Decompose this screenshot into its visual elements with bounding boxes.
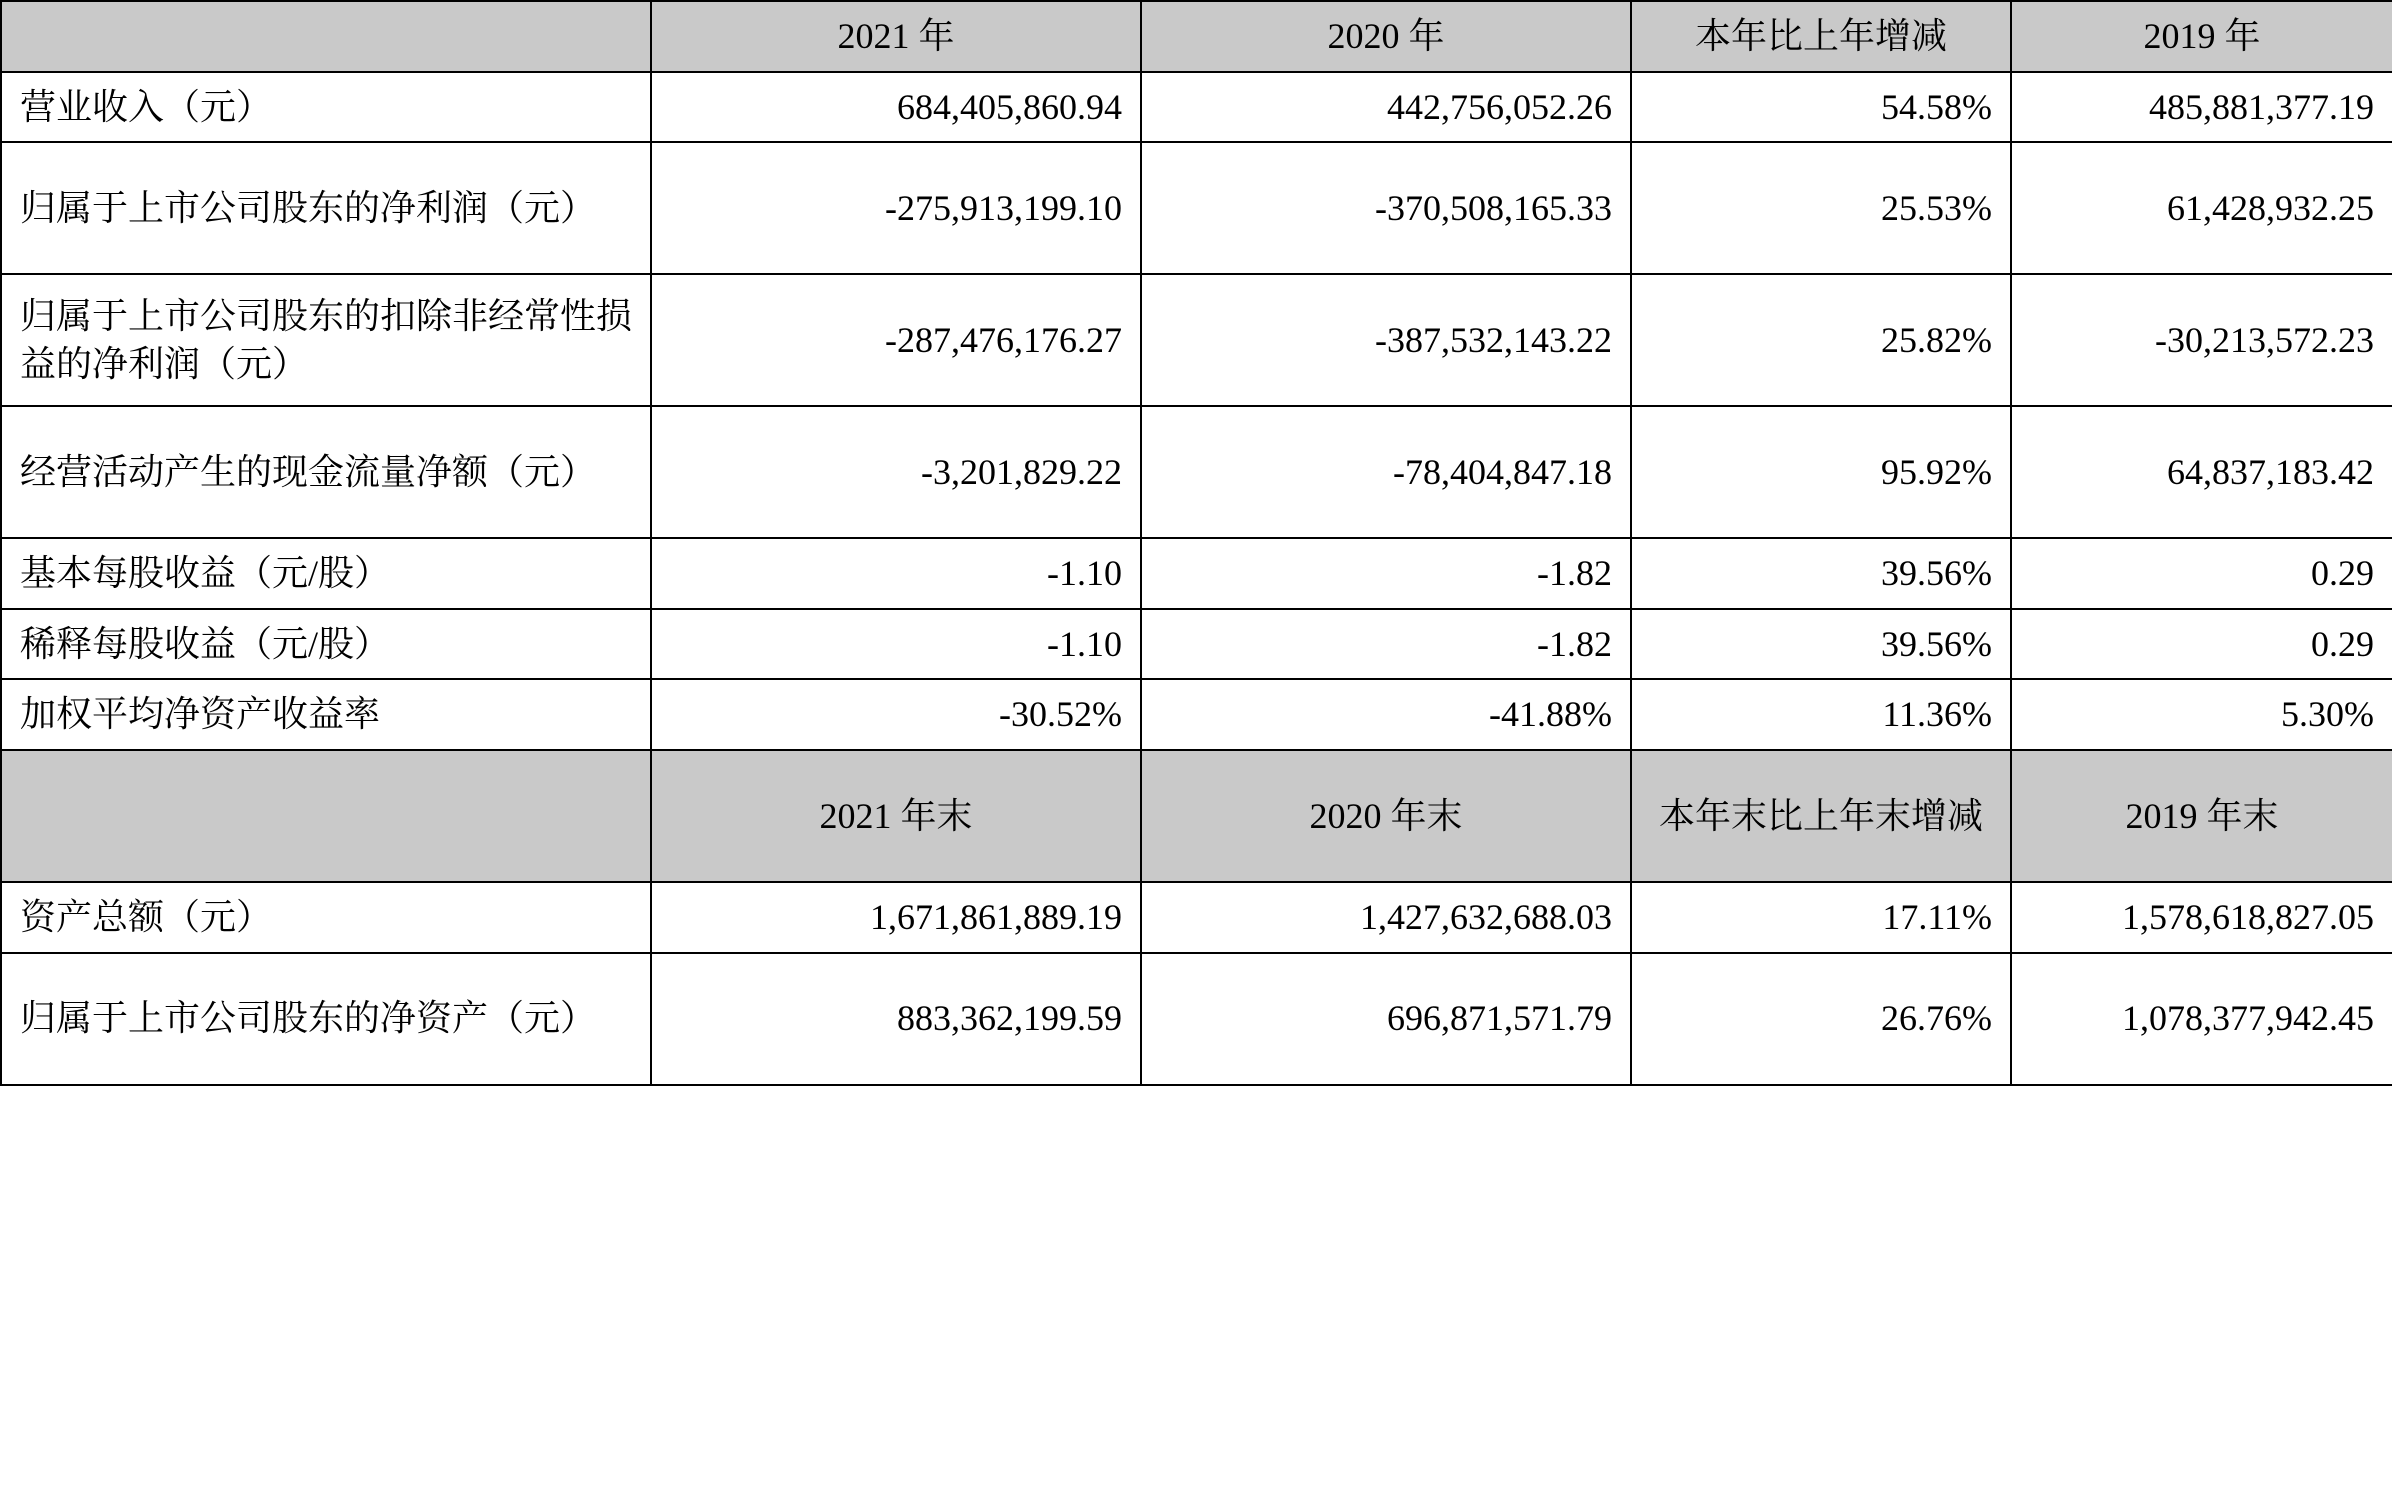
- row-value-2020: -78,404,847.18: [1141, 406, 1631, 538]
- row-value-2020-end: 696,871,571.79: [1141, 953, 1631, 1085]
- row-value-2021: -275,913,199.10: [651, 142, 1141, 274]
- row-value-2019-end: 1,578,618,827.05: [2011, 882, 2392, 953]
- header-col-change: 本年比上年增减: [1631, 1, 2011, 72]
- row-value-change: 25.53%: [1631, 142, 2011, 274]
- row-value-2021-end: 1,671,861,889.19: [651, 882, 1141, 953]
- table-row: [1, 953, 2392, 1085]
- row-value-2020: -370,508,165.33: [1141, 142, 1631, 274]
- table-row: [1, 538, 2392, 609]
- table-header-row: [1, 1, 2392, 72]
- row-value-change: 25.82%: [1631, 274, 2011, 406]
- row-value-2020: -1.82: [1141, 538, 1631, 609]
- row-value-2019: 64,837,183.42: [2011, 406, 2392, 538]
- table-row: [1, 882, 2392, 953]
- row-value-2019: 485,881,377.19: [2011, 72, 2392, 143]
- row-value-change: 39.56%: [1631, 538, 2011, 609]
- row-label: 归属于上市公司股东的扣除非经常性损益的净利润（元）: [1, 274, 651, 406]
- row-value-2020: -1.82: [1141, 609, 1631, 680]
- row-label: 稀释每股收益（元/股）: [1, 609, 651, 680]
- row-value-2019-end: 1,078,377,942.45: [2011, 953, 2392, 1085]
- row-label: 资产总额（元）: [1, 882, 651, 953]
- row-value-2021: -1.10: [651, 609, 1141, 680]
- table-row: [1, 142, 2392, 274]
- header-col-2020: 2020 年: [1141, 1, 1631, 72]
- subheader-col-2021-end: 2021 年末: [651, 750, 1141, 882]
- table-row: [1, 679, 2392, 750]
- subheader-col-2020-end: 2020 年末: [1141, 750, 1631, 882]
- row-value-change: 11.36%: [1631, 679, 2011, 750]
- table-row: [1, 406, 2392, 538]
- row-label: 基本每股收益（元/股）: [1, 538, 651, 609]
- row-value-2020: -387,532,143.22: [1141, 274, 1631, 406]
- row-value-2019: 5.30%: [2011, 679, 2392, 750]
- row-value-change: 54.58%: [1631, 72, 2011, 143]
- row-value-change: 26.76%: [1631, 953, 2011, 1085]
- table-subheader-row: [1, 750, 2392, 882]
- table-row: [1, 274, 2392, 406]
- subheader-corner-cell: [1, 750, 651, 882]
- row-value-2021: 684,405,860.94: [651, 72, 1141, 143]
- row-value-2020: -41.88%: [1141, 679, 1631, 750]
- row-value-2019: 61,428,932.25: [2011, 142, 2392, 274]
- row-value-2020: 442,756,052.26: [1141, 72, 1631, 143]
- row-value-2021: -287,476,176.27: [651, 274, 1141, 406]
- header-corner-cell: [1, 1, 651, 72]
- row-value-2021: -3,201,829.22: [651, 406, 1141, 538]
- row-value-change: 17.11%: [1631, 882, 2011, 953]
- row-label: 归属于上市公司股东的净利润（元）: [1, 142, 651, 274]
- row-label: 经营活动产生的现金流量净额（元）: [1, 406, 651, 538]
- table-row: [1, 609, 2392, 680]
- row-value-2021: -1.10: [651, 538, 1141, 609]
- header-col-2019: 2019 年: [2011, 1, 2392, 72]
- table-row: [1, 72, 2392, 143]
- subheader-col-change: 本年末比上年末增减: [1631, 750, 2011, 882]
- row-value-2019: 0.29: [2011, 538, 2392, 609]
- row-value-change: 95.92%: [1631, 406, 2011, 538]
- subheader-col-2019-end: 2019 年末: [2011, 750, 2392, 882]
- row-value-2021: -30.52%: [651, 679, 1141, 750]
- row-label: 归属于上市公司股东的净资产（元）: [1, 953, 651, 1085]
- row-value-change: 39.56%: [1631, 609, 2011, 680]
- row-value-2020-end: 1,427,632,688.03: [1141, 882, 1631, 953]
- row-value-2019: 0.29: [2011, 609, 2392, 680]
- row-label: 营业收入（元）: [1, 72, 651, 143]
- row-label: 加权平均净资产收益率: [1, 679, 651, 750]
- row-value-2021-end: 883,362,199.59: [651, 953, 1141, 1085]
- row-value-2019: -30,213,572.23: [2011, 274, 2392, 406]
- header-col-2021: 2021 年: [651, 1, 1141, 72]
